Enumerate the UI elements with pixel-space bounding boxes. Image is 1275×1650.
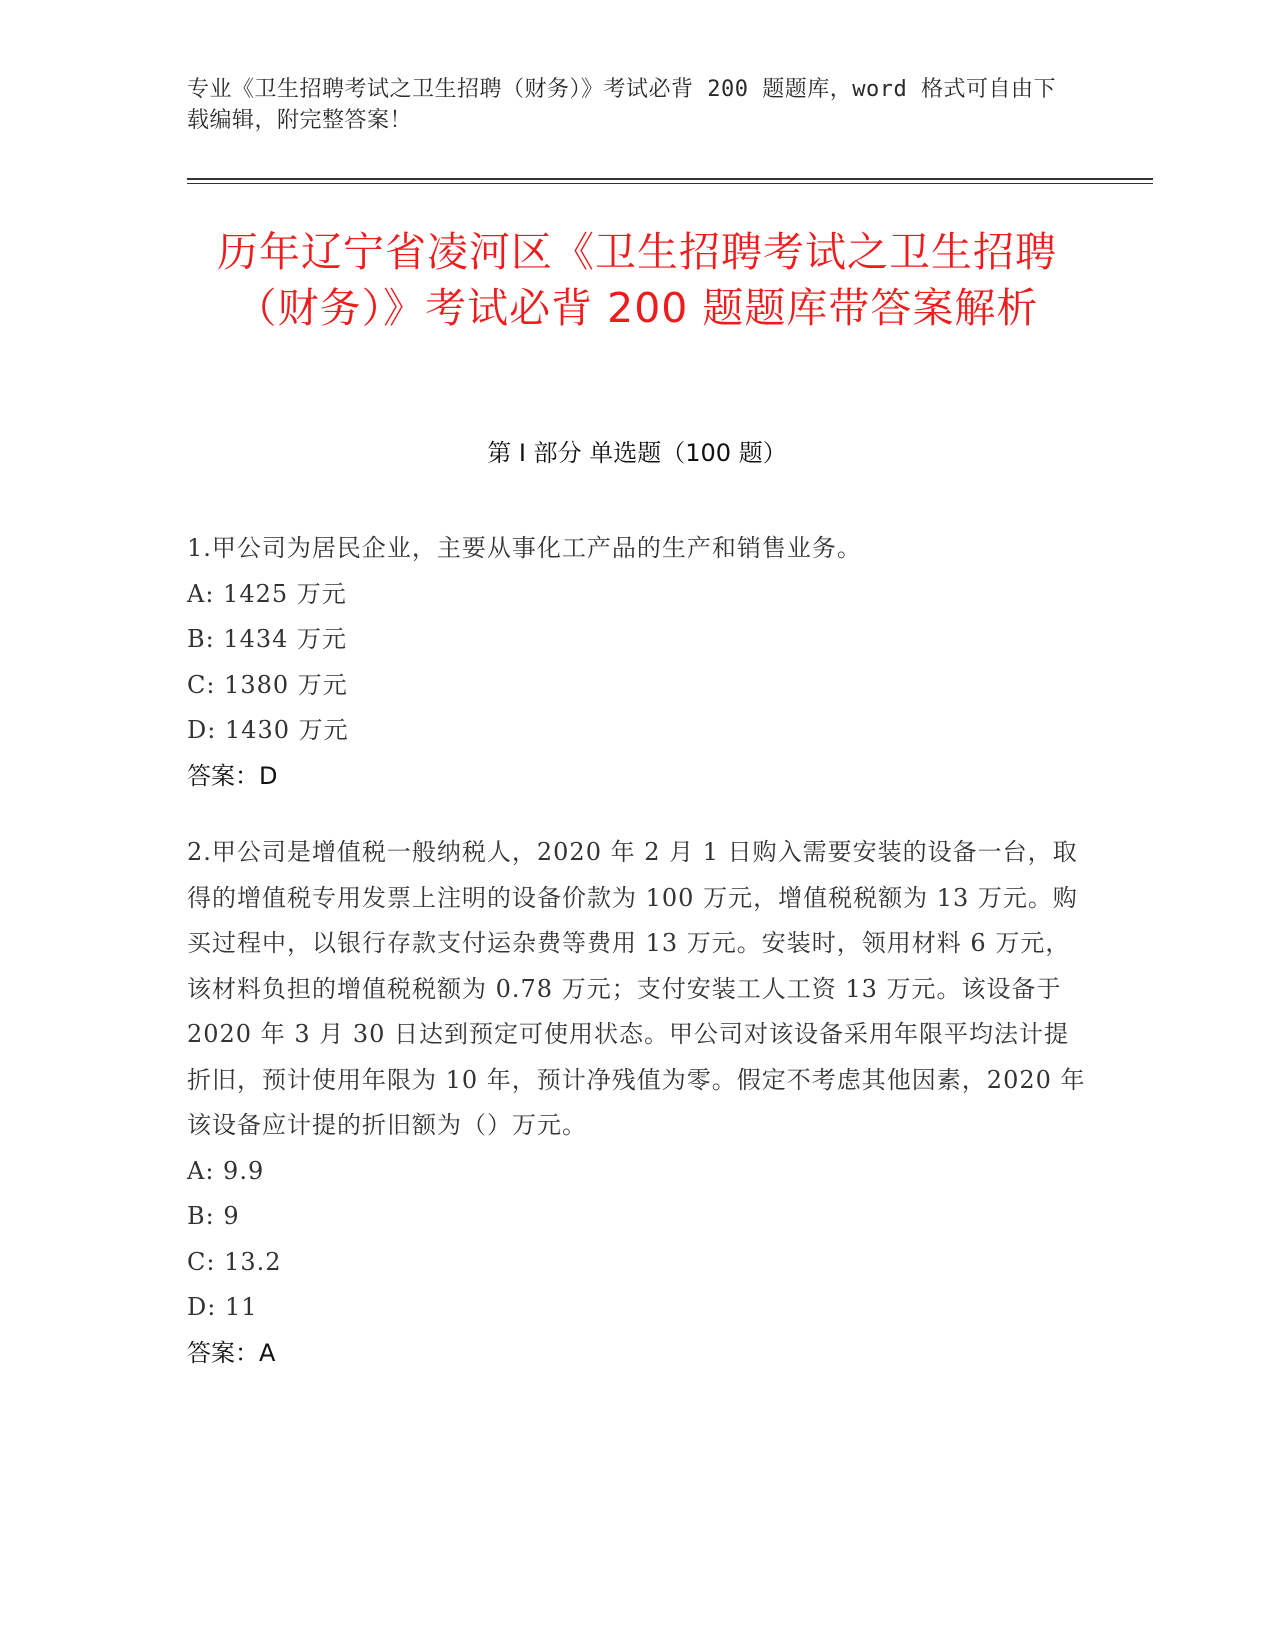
- option-b: B: 9: [187, 1202, 240, 1230]
- header-divider-thick: [187, 178, 1153, 180]
- question-text: 2.甲公司是增值税一般纳税人，2020 年 2 月 1 日购入需要安装的设备一台，取得的增值税专用发票上注明的设备价款为 100 万元，增值税税额为 13 万元。购买过程中，以银行存款支付运杂费等费用 13 万元。安装时，领用材料 6 万元，该材料负担的增值税税额为 0.78 万元；支付安装工人工资 13 万元。该设备于 2020 年 3 月 30 日达到预定可使用状态。甲公司对该设备采用年限平均法计提折旧，预计使用年限为 10 年，预计净残值为零。假定不考虑其他因素，2020 年该设备应计提的折旧额为（）万元。: [187, 838, 1086, 1139]
- question-block: [187, 526, 1087, 799]
- option-c: C: 13.2: [187, 1247, 282, 1276]
- header-divider-thin: [187, 183, 1153, 184]
- option-a: A: 9.9: [187, 1156, 265, 1185]
- answer-line: 答案：A: [187, 1338, 276, 1367]
- document-title: 历年辽宁省凌河区《卫生招聘考试之卫生招聘（财务）》考试必背 200 题题库带答案解析: [217, 228, 1057, 332]
- option-c: C: 1380 万元: [187, 670, 348, 699]
- answer-line: 答案：D: [187, 761, 278, 790]
- question-block: [187, 830, 1087, 1376]
- header-note: 专业《卫生招聘考试之卫生招聘（财务）》考试必背 200 题题库，word 格式可自由下载编辑，附完整答案！: [187, 77, 1056, 133]
- option-d: D: 11: [187, 1293, 258, 1321]
- option-d: D: 1430 万元: [187, 716, 349, 744]
- option-a: A: 1425 万元: [187, 579, 347, 608]
- option-b: B: 1434 万元: [187, 625, 348, 653]
- question-text: 1.甲公司为居民企业，主要从事化工产品的生产和销售业务。: [187, 534, 862, 562]
- section-title: 第 I 部分 单选题（100 题）: [487, 439, 787, 467]
